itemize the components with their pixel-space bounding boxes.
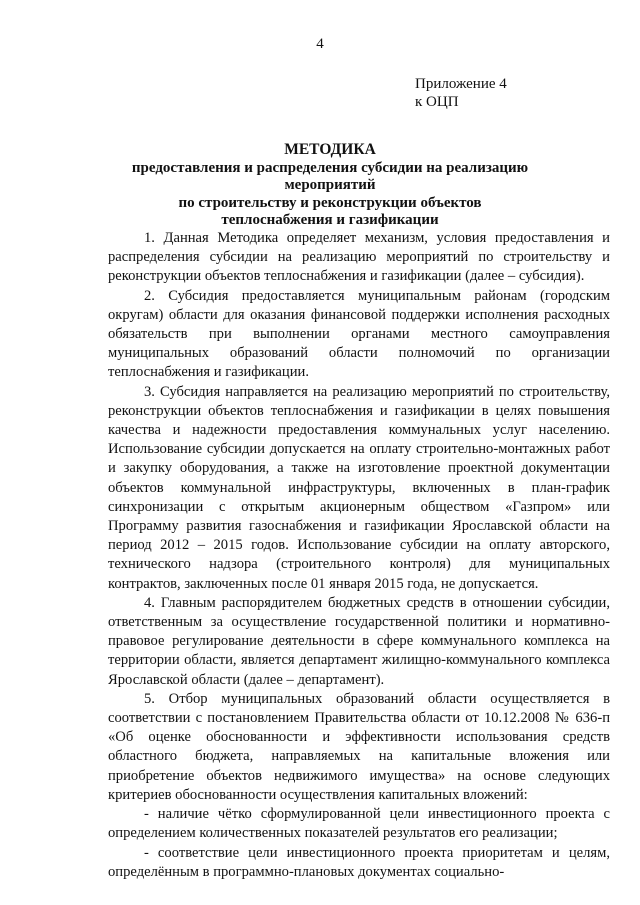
paragraph-3: 3. Субсидия направляется на реализацию мероприятий по строительству, реконструкции объектов теплоснабжения и газификации в целях повышения качества и надежности предоставления коммунальных услуг населению. Использование субсидии допускается на оплату строительно-монтажных работ и закупку оборудования, а также на изготовление проектной документации объектов коммунальной инфраструктуры, включенных в план-график синхронизации с открытым акционерным обществом «Газпром» или Программу развития газоснабжения и газификации Ярославской области на период 2012 – 2015 годов. Использование субсидии на оплату авторского, технического надзора (строительного контроля) для муниципальных контрактов, заключенных после 01 января 2015 года, не допускается. (108, 383, 610, 592)
paragraph-5: 5. Отбор муниципальных образований области осуществляется в соответствии с постановлением Правительства области от 10.12.2008 № 636-п «Об оценке обоснованности и эффективности использования средств областного бюджета, направляемых на капитальные вложения или приобретение объектов недвижимого имущества» на основе следующих критериев обоснованности осуществления капитальных вложений: (108, 690, 610, 803)
appendix-reference (415, 75, 507, 111)
page-number: 4 (316, 36, 324, 52)
appendix-line-1: Приложение 4 (415, 76, 507, 92)
paragraph-1: 1. Данная Методика определяет механизм, условия предоставления и распределения субсидии на реализацию мероприятий по строительству и реконструкции объектов теплоснабжения и газификации (далее – субсидия). (108, 230, 610, 285)
document-title: МЕТОДИКА (284, 141, 376, 158)
paragraph-4: 4. Главным распорядителем бюджетных средств в отношении субсидии, ответственным за осуществление государственной политики и нормативно-правовое регулирование деятельности в сфере коммунального комплекса на территории области, является департамент жилищно-коммунального комплекса Ярославской области (далее – департамент). (108, 594, 610, 688)
criterion-item-1: - наличие чётко сформулированной цели инвестиционного проекта с определением количественных показателей результатов его реализации; (108, 806, 610, 842)
appendix-line-2: к ОЦП (415, 94, 459, 110)
document-body (108, 229, 610, 882)
document-subtitle-line-2: по строительству и реконструкции объектов (178, 194, 482, 211)
criterion-item-2: - соответствие цели инвестиционного проекта приоритетам и целям, определённым в программно-плановых документах социально- (108, 844, 610, 880)
document-subtitle-line-1: предоставления и распределения субсидии на реализацию мероприятий (131, 159, 529, 193)
paragraph-2: 2. Субсидия предоставляется муниципальным районам (городским округам) области для оказания финансовой поддержки исполнения расходных обязательств при выполнении органами местного самоуправления муниципальных образований области полномочий по организации теплоснабжения и газификации. (108, 287, 610, 381)
document-heading (95, 141, 565, 230)
document-subtitle-line-3: теплоснабжения и газификации (221, 212, 439, 228)
